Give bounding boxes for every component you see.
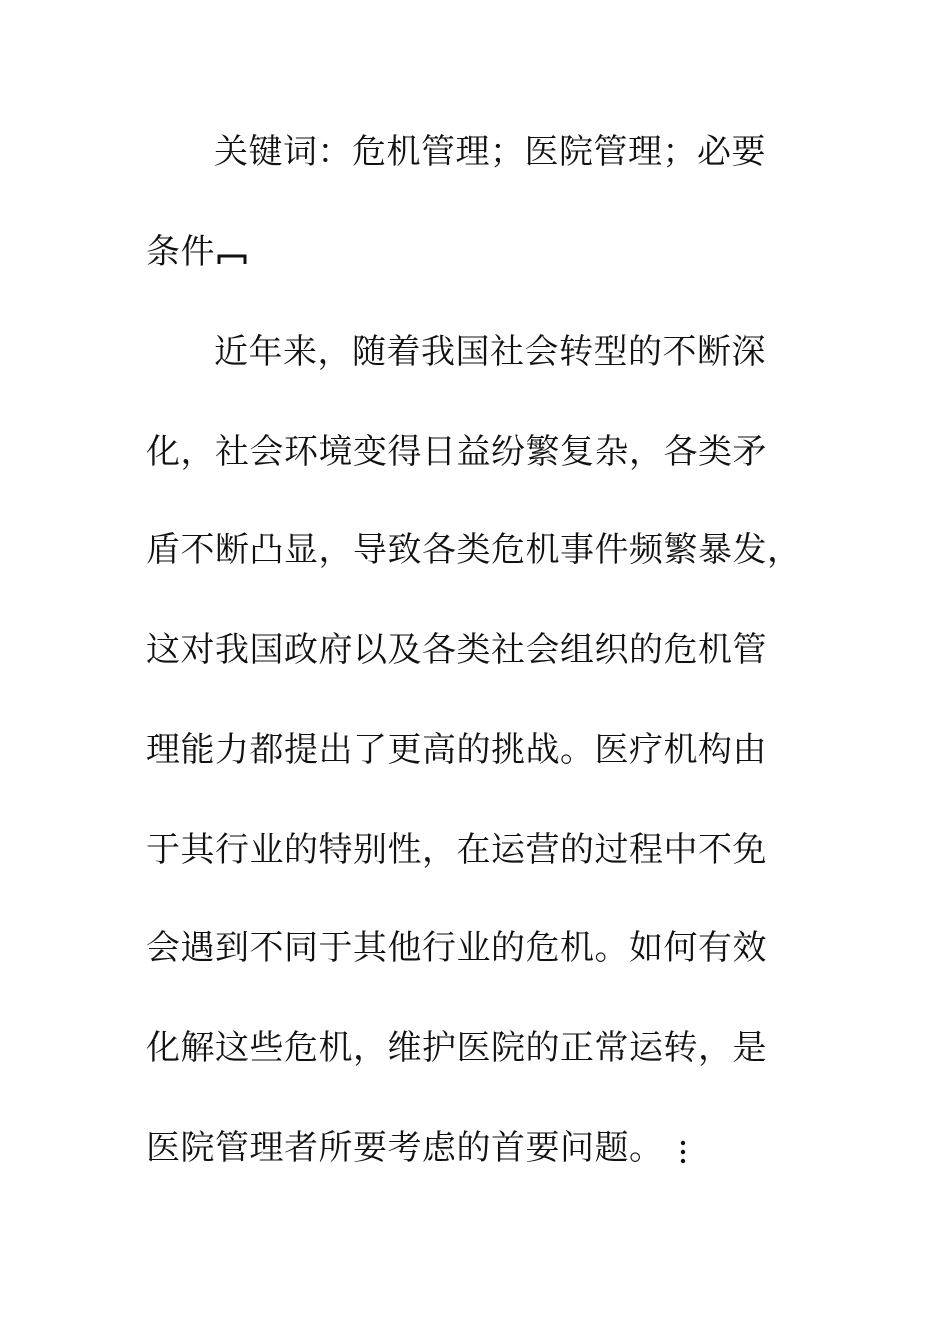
paragraph-line-text: 化，社会环境变得日益纷繁复杂，各类矛 [146, 432, 767, 472]
paragraph-line-text: 于其行业的特别性，在运营的过程中不免 [146, 830, 767, 870]
vertical-dots-icon [678, 1137, 688, 1167]
paragraph-line [146, 1118, 688, 1178]
paragraph-line-text: 这对我国政府以及各类社会组织的危机管 [146, 630, 767, 670]
keywords-line [214, 122, 766, 182]
paragraph-line [146, 520, 802, 580]
paragraph-line [146, 422, 767, 482]
paragraph-line-text: 会遇到不同于其他行业的危机。如何有效 [146, 928, 767, 968]
paragraph-line [214, 322, 766, 382]
paragraph-line-text: 近年来，随着我国社会转型的不断深 [214, 332, 766, 372]
keywords-text: 关键词：危机管理；医院管理；必要 [214, 132, 766, 172]
paragraph-line-text: 医院管理者所要考虑的首要问题。 [146, 1128, 664, 1168]
paragraph-line [146, 1018, 767, 1078]
section-mark-icon [217, 250, 247, 270]
paragraph-line [146, 918, 767, 978]
paragraph-line-text: 化解这些危机，维护医院的正常运转，是 [146, 1028, 767, 1068]
paragraph-line [146, 620, 767, 680]
paragraph-line-text: 盾不断凸显，导致各类危机事件频繁暴发， [146, 530, 802, 570]
paragraph-line [146, 720, 767, 780]
paragraph-line [146, 820, 767, 880]
paragraph-line-text: 理能力都提出了更高的挑战。医疗机构由 [146, 730, 767, 770]
keywords-continuation-line [146, 222, 247, 282]
keywords-text-continued: 条件 [146, 232, 215, 272]
